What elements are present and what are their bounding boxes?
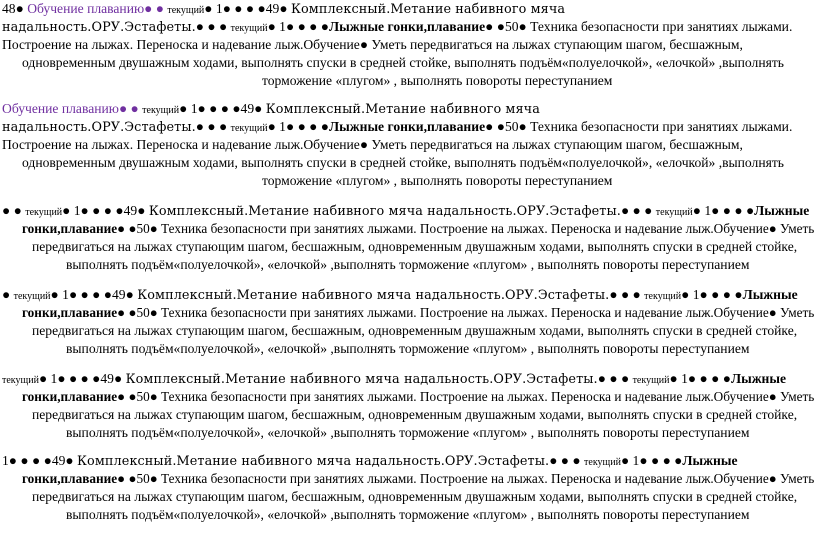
block-2-line-5 [262,172,612,190]
text-run: гонки,плавание [22,305,118,320]
text-run: текущий [584,457,621,468]
text-run: выполнять подъём«полуелочкой», «елочкой» ,выполнять торможение «плугом» , выполнять повороты переступанием [66,425,750,440]
text-run: Комплексный.Метание набивного мяча надальность.ОРУ.Эстафеты. [125,372,598,387]
block-3-line-1 [2,202,809,222]
block-3-line-4 [66,256,750,274]
text-run: текущий [632,375,670,386]
text-run: ● ● [144,1,168,16]
text-run: гонки,плавание [22,221,118,236]
text-run: текущий [2,375,39,386]
block-1-line-4 [22,54,784,72]
text-run: ● ● [118,101,143,116]
block-3-line-2 [22,220,814,238]
text-run: ● ● ● [620,203,656,218]
block-1-line-1 [2,0,565,20]
text-run: ● ● ● [549,453,585,468]
text-run: выполнять подъём«полуелочкой», «елочкой» ,выполнять торможение «плугом» , выполнять повороты переступанием [66,257,750,272]
text-run: Комплексный.Метание набивного мяча надальность.ОРУ.Эстафеты. [77,454,550,469]
block-5-line-1 [2,370,786,390]
block-4-line-1 [2,286,798,306]
block-6-line-4 [66,506,750,524]
text-run: Лыжные гонки,плавание [329,119,486,134]
text-run: ● 1● ● ● ●49● [62,203,149,218]
text-run: одновременным двушажным ходами, выполнять спуски в средней стойке, выполнять подъём«полуелочкой», «елочкой» ,выполнять [22,55,785,70]
text-run: ● ● [2,203,26,218]
block-2-line-4 [22,154,784,172]
text-run: Обучение плаванию [27,1,145,16]
text-run: передвигаться на лыжах ступающим шагом, бесшажным, одновременным двушажным ходами, выполнять спуски в средней стойке, [32,239,798,254]
text-run: Комплексный.Метание набивного мяча надальность.ОРУ.Эстафеты. [137,288,610,303]
text-run: текущий [13,291,51,302]
text-run: ● ● ● [597,371,633,386]
text-run: 48● [2,1,28,16]
text-run: ● ●50● Техника безопасности при занятиях лыжами. Построение на лыжах. Переноска и надевание лыж.Обучение● Уметь [117,305,815,320]
text-run: Построение на лыжах. Переноска и надевание лыж.Обучение● Уметь передвигаться на лыжах ступающим шагом, бесшажным, [2,37,743,52]
text-run: ● 1● ● ● ● [267,119,330,134]
block-4-line-2 [22,304,814,322]
text-run: текущий [230,23,268,34]
text-run: ● ●50● Техника безопасности при занятиях лыжами. Построение на лыжах. Переноска и надевание лыж.Обучение● Уметь [117,389,815,404]
text-run: текущий [25,207,63,218]
text-run: текущий [167,5,205,16]
text-run: Лыжные [742,287,798,302]
text-run: ● 1● ● ● ●49● [204,1,291,16]
text-run: передвигаться на лыжах ступающим шагом, бесшажным, одновременным двушажным ходами, выполнять спуски в средней стойке, [32,489,798,504]
text-run: Комплексный.Метание набивного мяча [290,2,566,17]
text-run: ● 1● ● ● ● [620,453,683,468]
text-run: выполнять подъём«полуелочкой», «елочкой» ,выполнять торможение «плугом» , выполнять повороты переступанием [66,341,750,356]
text-run: ● ● ● [195,19,231,34]
block-4-line-3 [32,322,797,340]
text-run: ● 1● ● ● ● [681,287,743,302]
block-1-line-2 [2,18,792,38]
block-4-line-4 [66,340,750,358]
text-run: ● [2,287,14,302]
text-run: текущий [655,207,693,218]
block-6-line-3 [32,488,797,506]
text-run: ● ● ● [609,287,645,302]
text-run: одновременным двушажным ходами, выполнять спуски в средней стойке, выполнять подъём«полуелочкой», «елочкой» ,выполнять [22,155,785,170]
block-6-line-1 [2,452,738,472]
text-run: ● 1● ● ● ●49● [38,371,126,386]
text-run: надальность.ОРУ.Эстафеты. [2,20,196,35]
block-2-line-2 [2,118,792,138]
text-run: 1● ● ● ●49● [2,453,78,468]
text-run: выполнять подъём«полуелочкой», «елочкой» ,выполнять торможение «плугом» , выполнять повороты переступанием [66,507,750,522]
block-5-line-4 [66,424,750,442]
text-run: текущий [142,105,180,116]
text-run: ● ● ● [195,119,231,134]
block-1-line-3 [2,36,743,54]
block-1-line-5 [262,72,612,90]
block-6-line-2 [22,470,814,488]
text-run: Построение на лыжах. Переноска и надевание лыж.Обучение● Уметь передвигаться на лыжах ступающим шагом, бесшажным, [2,137,743,152]
text-run: Лыжные [682,453,738,468]
text-run: гонки,плавание [22,471,118,486]
block-2-line-1 [2,100,540,120]
text-run: Обучение плаванию [2,101,119,116]
block-5-line-3 [32,406,797,424]
text-run: ● ●50● Техника безопасности при занятиях лыжами. Построение на лыжах. Переноска и надевание лыж.Обучение● Уметь [117,471,815,486]
text-run: ● 1● ● ● ● [669,371,731,386]
block-3-line-3 [32,238,797,256]
text-run: Лыжные гонки,плавание [329,19,486,34]
block-5-line-2 [22,388,814,406]
text-run: передвигаться на лыжах ступающим шагом, бесшажным, одновременным двушажным ходами, выполнять спуски в средней стойке, [32,323,798,338]
text-run: Лыжные [730,371,787,386]
block-2-line-3 [2,136,743,154]
text-run: ● 1● ● ● ●49● [50,287,138,302]
text-run: надальность.ОРУ.Эстафеты. [2,120,196,135]
text-run: ● ●50● Техника безопасности при занятиях лыжами. Построение на лыжах. Переноска и надевание лыж.Обучение● Уметь [117,221,815,236]
text-run: ● ●50● Техника безопасности при занятиях лыжами. [485,19,793,34]
text-run: ● 1● ● ● ●49● [179,101,266,116]
text-run: ● 1● ● ● ● [267,19,330,34]
text-run: Комплексный.Метание набивного мяча [265,102,540,117]
text-run: ● 1● ● ● ● [692,203,755,218]
text-run: передвигаться на лыжах ступающим шагом, бесшажным, одновременным двушажным ходами, выполнять спуски в средней стойке, [32,407,798,422]
text-run: торможение «плугом» , выполнять повороты переступанием [262,173,613,188]
text-run: гонки,плавание [22,389,118,404]
text-run: Комплексный.Метание набивного мяча надальность.ОРУ.Эстафеты. [148,204,621,219]
text-run: Лыжные [754,203,810,218]
text-run: текущий [230,123,268,134]
text-run: ● ●50● Техника безопасности при занятиях лыжами. [485,119,793,134]
text-run: торможение «плугом» , выполнять повороты переступанием [262,73,613,88]
text-run: текущий [644,291,682,302]
